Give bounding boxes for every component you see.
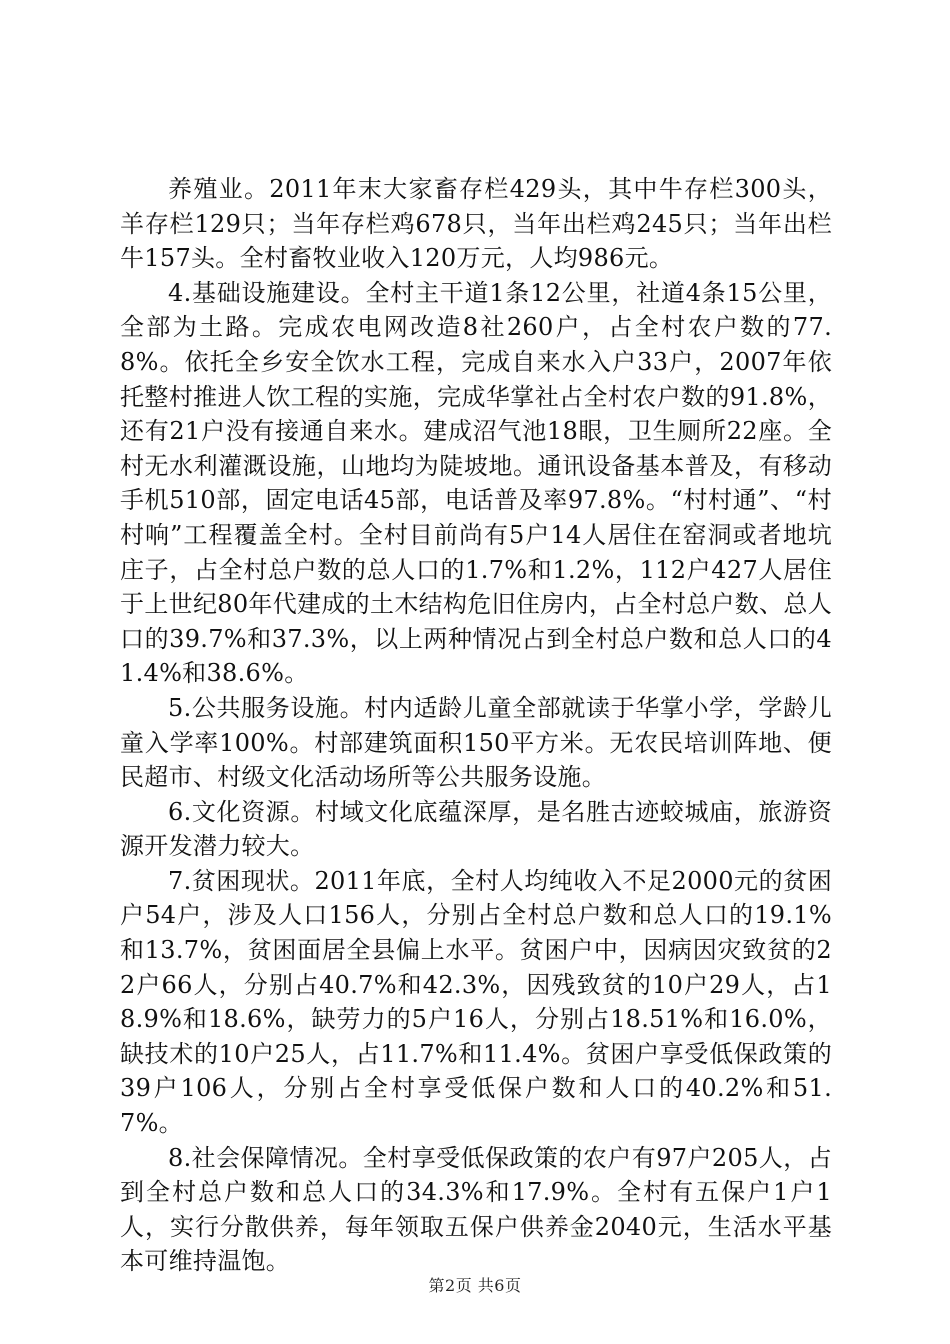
paragraph-cultural-resources: 6.文化资源。村域文化底蕴深厚，是名胜古迹蛟城庙，旅游资源开发潜力较大。 xyxy=(120,797,832,861)
document-body xyxy=(120,172,832,1279)
paragraph-infrastructure: 4.基础设施建设。全村主干道1条12公里，社道4条15公里，全部为土路。完成农电网改造8社260户，占全村农户数的77.8%。依托全乡安全饮水工程，完成自来水入户33户，2007年依托整村推进人饮工程的实施，完成华掌社占全村农户数的91.8%，还有21户没有接通自来水。建成沼气池18眼，卫生厕所22座。全村无水利灌溉设施，山地均为陡坡地。通讯设备基本普及，有移动手机510部，固定电话45部，电话普及率97.8%。“村村通”、“村村响”工程覆盖全村。全村目前尚有5户14人居住在窑洞或者地坑庄子，占全村总户数的总人口的1.7%和1.2%，112户427人居住于上世纪80年代建成的土木结构危旧住房内，占全村总户数、总人口的39.7%和37.3%，以上两种情况占到全村总户数和总人口的41.4%和38.6%。 xyxy=(120,278,832,688)
page-footer: 第2页 共6页 xyxy=(428,1276,522,1295)
paragraph-poverty-status: 7.贫困现状。2011年底，全村人均纯收入不足2000元的贫困户54户，涉及人口156人，分别占全村总户数和总人口的19.1%和13.7%，贫困面居全县偏上水平。贫困户中，因病因灾致贫的22户66人，分别占40.7%和42.3%，因残致贫的10户29人，占18.9%和18.6%，缺劳力的5户16人，分别占18.51%和16.0%，缺技术的10户25人，占11.7%和11.4%。贫困户享受低保政策的39户106人，分别占全村享受低保户数和人口的40.2%和51.7%。 xyxy=(120,866,832,1138)
paragraph-livestock: 养殖业。2011年末大家畜存栏429头，其中牛存栏300头，羊存栏129只；当年存栏鸡678只，当年出栏鸡245只；当年出栏牛157头。全村畜牧业收入120万元，人均986元。 xyxy=(120,175,832,273)
paragraph-public-services: 5.公共服务设施。村内适龄儿童全部就读于华掌小学，学龄儿童入学率100%。村部建筑面积150平方米。无农民培训阵地、便民超市、村级文化活动场所等公共服务设施。 xyxy=(120,693,832,792)
paragraph-social-security: 8.社会保障情况。全村享受低保政策的农户有97户205人，占到全村总户数和总人口的34.3%和17.9%。全村有五保户1户1人，实行分散供养，每年领取五保户供养金2040元，生活水平基本可维持温饱。 xyxy=(120,1143,832,1276)
